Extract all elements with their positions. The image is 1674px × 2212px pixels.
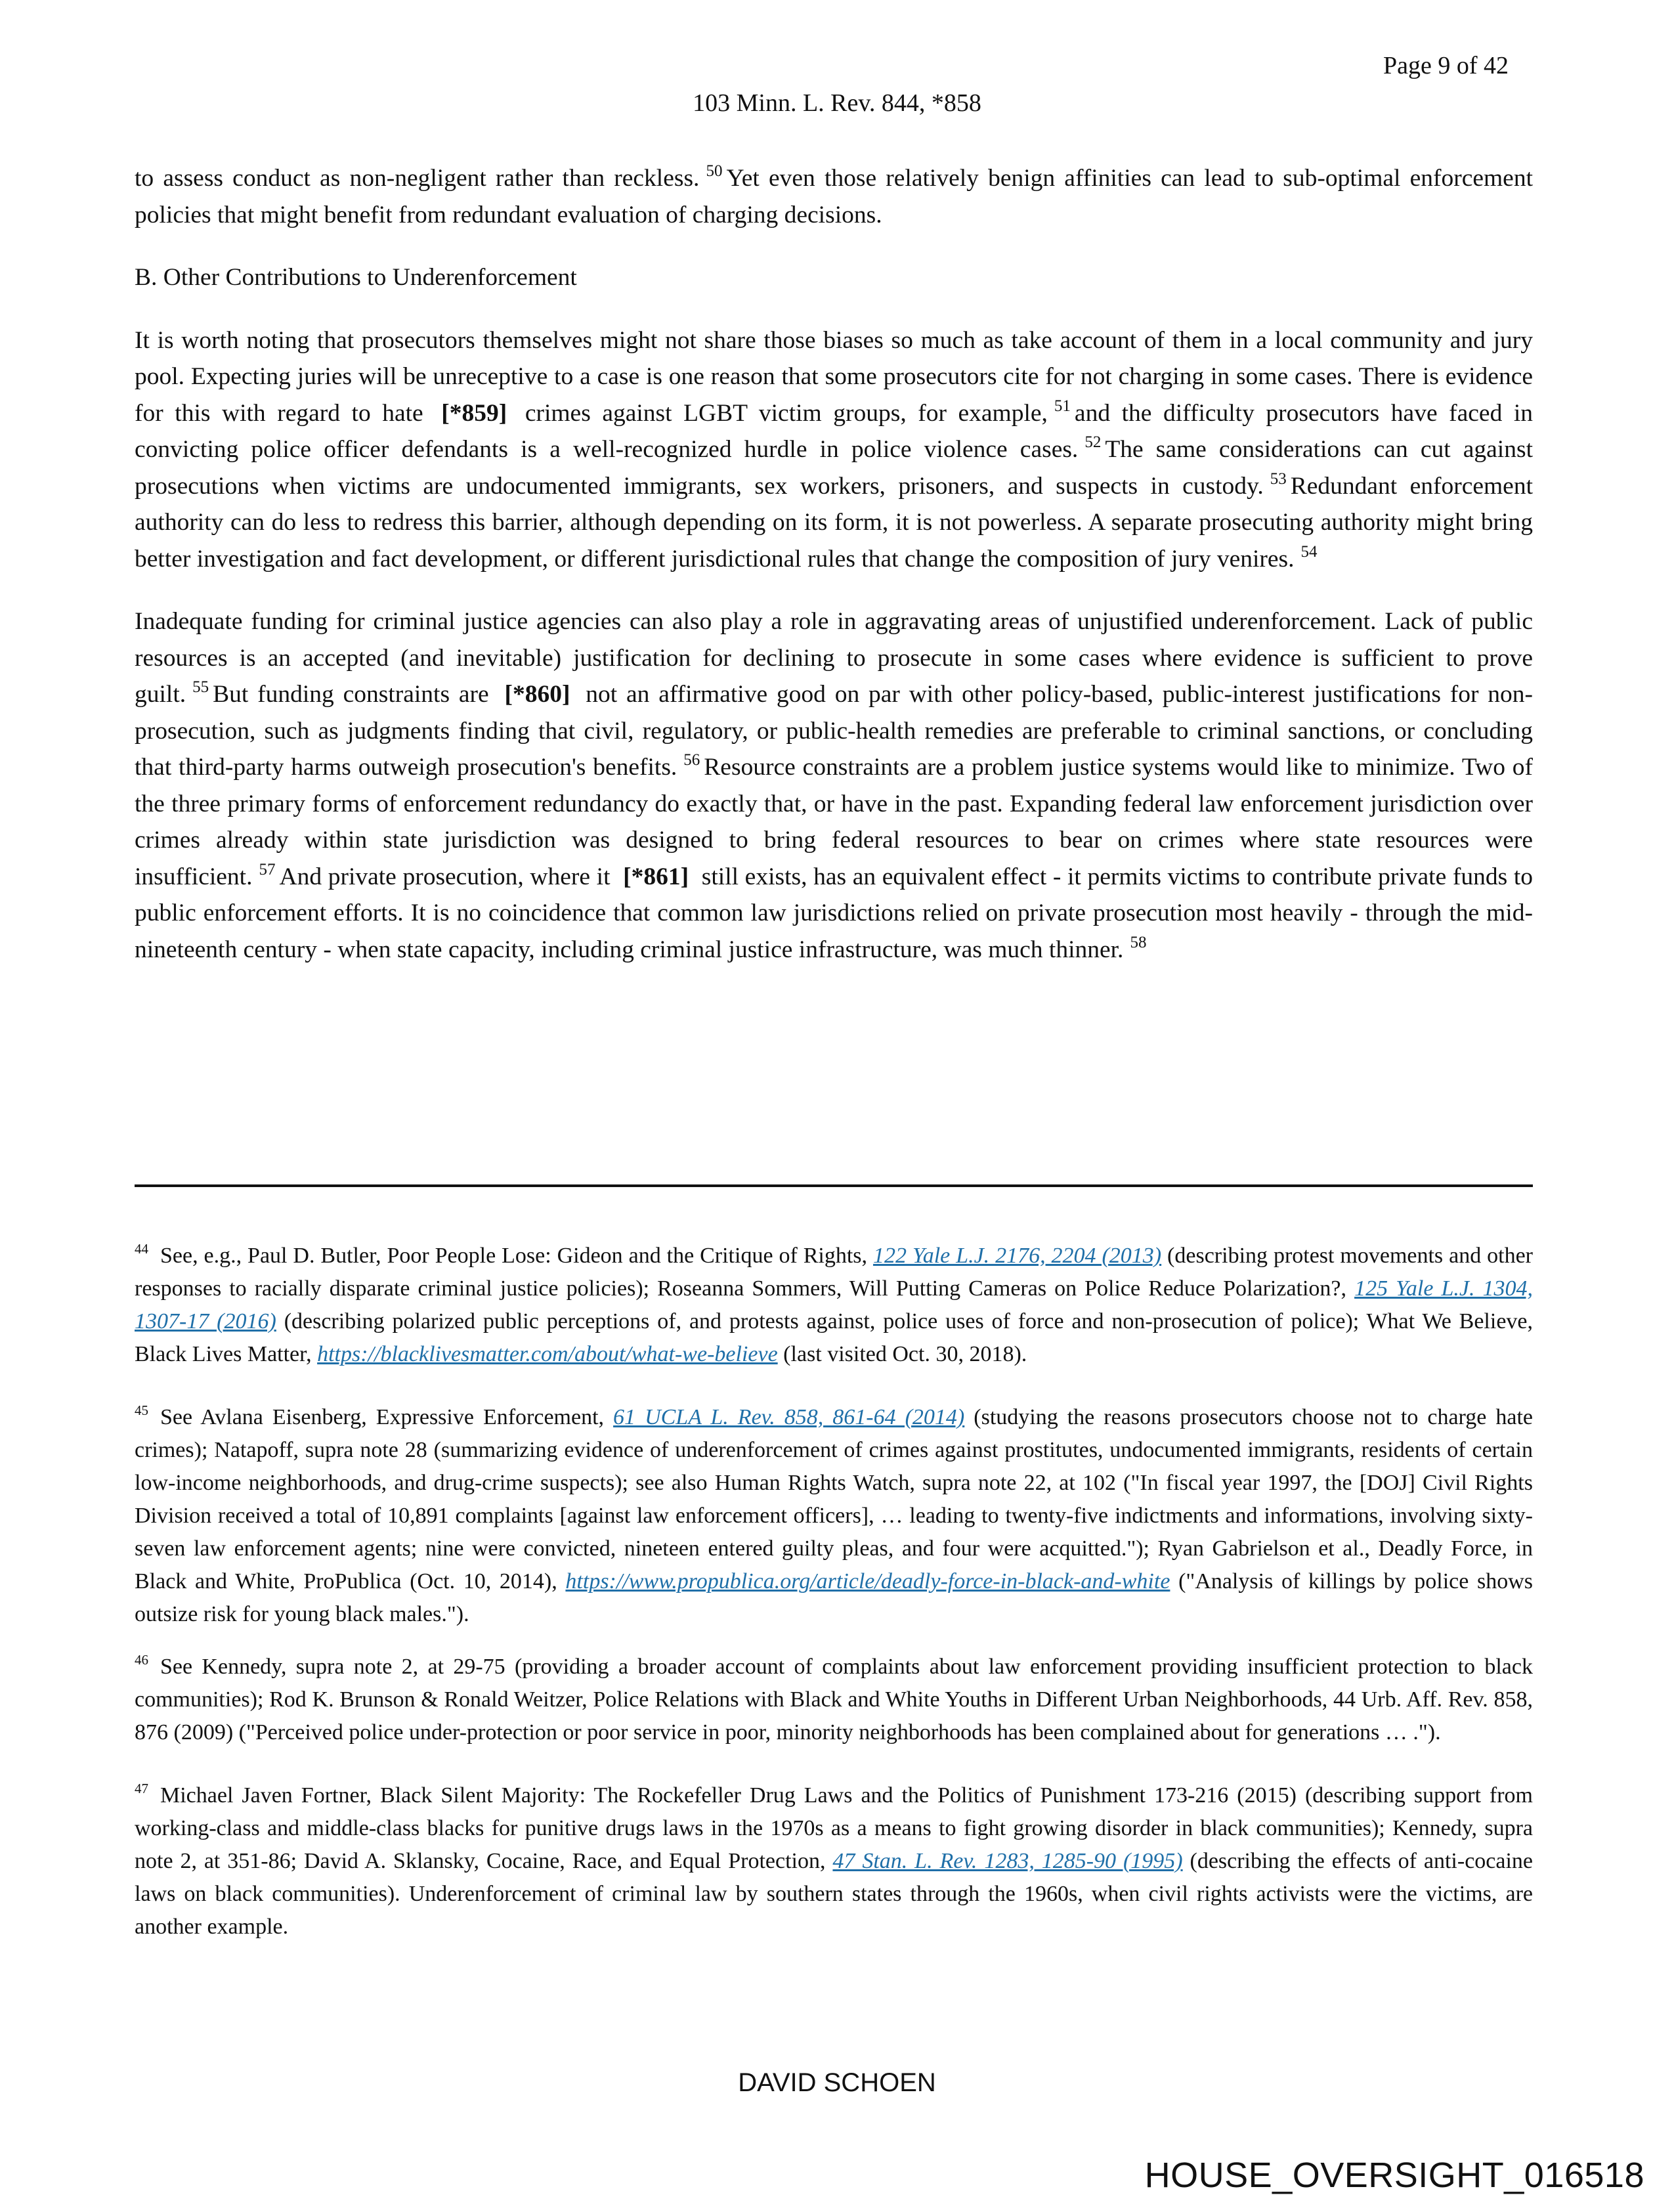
footnotes bbox=[135, 1240, 1533, 1974]
footnote-44 bbox=[135, 1240, 1533, 1371]
citation-link[interactable]: 122 Yale L.J. 2176, 2204 (2013) bbox=[872, 1244, 1162, 1268]
citation-link[interactable]: 47 Stan. L. Rev. 1283, 1285-90 (1995) bbox=[832, 1849, 1183, 1873]
text: Michael Javen Fortner, Black Silent Majority: The Rockefeller Drug Laws and the Politics of Punishment 173-216 (2015) (describing support from working-class and middle-class blacks for punitive drugs laws in the 1970s as a means to fight growing disorder in black communities); Kennedy, supra note 2, at 351-86; David A. Sklansky, Cocaine, Race, and Equal Protection, bbox=[135, 1783, 1533, 1873]
paragraph bbox=[135, 160, 1533, 233]
text: (last visited Oct. 30, 2018). bbox=[777, 1342, 1027, 1366]
footnote-number: 44 bbox=[135, 1241, 148, 1257]
page-number: Page 9 of 42 bbox=[1383, 52, 1509, 79]
citation-link[interactable]: 61 UCLA L. Rev. 858, 861-64 (2014) bbox=[613, 1405, 965, 1429]
text: still exists, has an equivalent effect - it permits victims to contribute private funds to public enforcement efforts. It is no coincidence that common law jurisdictions relied on private prosecution most heavily - through the mid-nineteenth century - when state capacity, including criminal justice infrastructure, was much thinner. bbox=[135, 863, 1534, 963]
text: And private prosecution, where it bbox=[279, 863, 611, 890]
footnote-number: 45 bbox=[135, 1402, 148, 1418]
text: But funding constraints are bbox=[213, 681, 489, 708]
text: The same considerations can cut against prosecutions when victims are undocumented immigrants, sex workers, prisoners, and suspects in custody. bbox=[135, 436, 1533, 500]
text: ("Analysis of killings by police shows outsize risk for young black males."). bbox=[135, 1569, 1533, 1626]
footnote-ref[interactable]: 56 bbox=[683, 751, 700, 769]
footnote-number: 46 bbox=[135, 1652, 148, 1668]
text: and the difficulty prosecutors have faced in convicting police officer defendants is a well-recognized hurdle in police violence cases. bbox=[135, 399, 1534, 463]
footnote-ref[interactable]: 55 bbox=[192, 678, 209, 696]
paragraph bbox=[135, 603, 1533, 968]
footnote-ref[interactable]: 51 bbox=[1054, 397, 1071, 415]
footnote-divider bbox=[135, 1184, 1533, 1187]
star-page-marker: [*860] bbox=[504, 681, 570, 708]
footnote-ref[interactable]: 58 bbox=[1130, 933, 1147, 951]
text: Redundant enforcement authority can do less to redress this barrier, although depending on its form, it is not powerless. A separate prosecuting authority might bring better investigation and fact development, or different jurisdictional rules that change the composition of jury venires. bbox=[135, 472, 1533, 573]
running-head-citation: 103 Minn. L. Rev. 844, *858 bbox=[693, 89, 981, 117]
text: (describing protest movements and other responses to racially disparate criminal justice policies); Roseanna Sommers, Will Putting Cameras on Police Reduce Polarization?, bbox=[135, 1244, 1533, 1301]
footnote-ref[interactable]: 50 bbox=[706, 162, 723, 180]
text: See, e.g., Paul D. Butler, Poor People Lose: Gideon and the Critique of Rights, bbox=[160, 1244, 873, 1268]
section-heading: B. Other Contributions to Underenforcement bbox=[135, 264, 577, 291]
footer-author: DAVID SCHOEN bbox=[738, 2068, 936, 2097]
text: See Kennedy, supra note 2, at 29-75 (providing a broader account of complaints about law enforcement providing insufficient protection to black communities); Rod K. Brunson & Ronald Weitzer, Police Relations with Black and White Youths in Different Urban Neighborhoods, 44 Urb. Aff. Rev. 858, 876 (2009) ("Perceived police under-protection or poor service in poor, minority neighborhoods has been complained about for generations … ."). bbox=[135, 1655, 1533, 1745]
footnote-number: 47 bbox=[135, 1781, 148, 1796]
text: It is worth noting that prosecutors themselves might not share those biases so much as take account of them in a local community and jury pool. Expecting juries will be unreceptive to a case is one reason that some prosecutors cite for not charging in some cases. There is evidence for this with regard to hate bbox=[135, 326, 1533, 427]
footnote-45 bbox=[135, 1401, 1533, 1631]
footnote-47 bbox=[135, 1779, 1533, 1943]
footnote-ref[interactable]: 52 bbox=[1084, 433, 1102, 451]
text: Yet even those relatively benign affinities can lead to sub-optimal enforcement policies that might benefit from redundant evaluation of charging decisions. bbox=[135, 165, 1533, 228]
citation-link[interactable]: 125 Yale L.J. 1304, 1307-17 (2016) bbox=[135, 1276, 1534, 1334]
bates-number: HOUSE_OVERSIGHT_016518 bbox=[1144, 2156, 1644, 2195]
text: See Avlana Eisenberg, Expressive Enforcement, bbox=[160, 1405, 614, 1429]
text: (describing the effects of anti-cocaine laws on black communities). Underenforcement of criminal law by southern states through the 1960s, when civil rights activists were the victims, are another example. bbox=[135, 1849, 1534, 1939]
paragraph bbox=[135, 322, 1533, 578]
star-page-marker: [*861] bbox=[623, 863, 689, 890]
footnote-46 bbox=[135, 1651, 1533, 1749]
url-link[interactable]: https://www.propublica.org/article/deadly-force-in-black-and-white bbox=[565, 1569, 1170, 1594]
text: (studying the reasons prosecutors choose not to charge hate crimes); Natapoff, supra note 28 (summarizing evidence of underenforcement of crimes against prostitutes, undocumented immigrants, residents of certain low-income neighborhoods, and drug-crime suspects); see also Human Rights Watch, supra note 22, at 102 ("In fiscal year 1997, the [DOJ] Civil Rights Division received a total of 10,891 complaints [against law enforcement officers], … leading to twenty-five indictments and informations, involving sixty-seven law enforcement agents; nine were convicted, nineteen entered guilty pleas, and four were acquitted."); Ryan Gabrielson et al., Deadly Force, in Black and White, ProPublica (Oct. 10, 2014), bbox=[135, 1405, 1533, 1594]
text: not an affirmative good on par with other policy-based, public-interest justifications for non-prosecution, such as judgments finding that civil, regulatory, or public-health remedies are preferable to criminal sanctions, or concluding that third-party harms outweigh prosecution's benefits. bbox=[135, 681, 1534, 781]
footnote-ref[interactable]: 54 bbox=[1300, 542, 1318, 561]
main-body bbox=[135, 160, 1533, 994]
text: (describing polarized public perceptions of, and protests against, police uses of force and non-prosecution of police); What We Believe, Black Lives Matter, bbox=[135, 1309, 1533, 1366]
footnote-ref[interactable]: 53 bbox=[1270, 469, 1287, 488]
text: Inadequate funding for criminal justice agencies can also play a role in aggravating areas of unjustified underenforcement. Lack of public resources is an accepted (and inevitable) justification for declining to prosecute in some cases where evidence is sufficient to prove guilt. bbox=[135, 608, 1533, 708]
text: crimes against LGBT victim groups, for example, bbox=[525, 399, 1048, 427]
footnote-ref[interactable]: 57 bbox=[259, 860, 276, 878]
star-page-marker: [*859] bbox=[441, 399, 507, 427]
url-link[interactable]: https://blacklivesmatter.com/about/what-we-believe bbox=[317, 1342, 778, 1366]
text: Resource constraints are a problem justice systems would like to minimize. Two of the three primary forms of enforcement redundancy do exactly that, or have in the past. Expanding federal law enforcement jurisdiction over crimes already within state jurisdiction was designed to bring federal resources to bear on crimes where state resources were insufficient. bbox=[135, 754, 1533, 890]
text: to assess conduct as non-negligent rather than reckless. bbox=[135, 165, 700, 192]
